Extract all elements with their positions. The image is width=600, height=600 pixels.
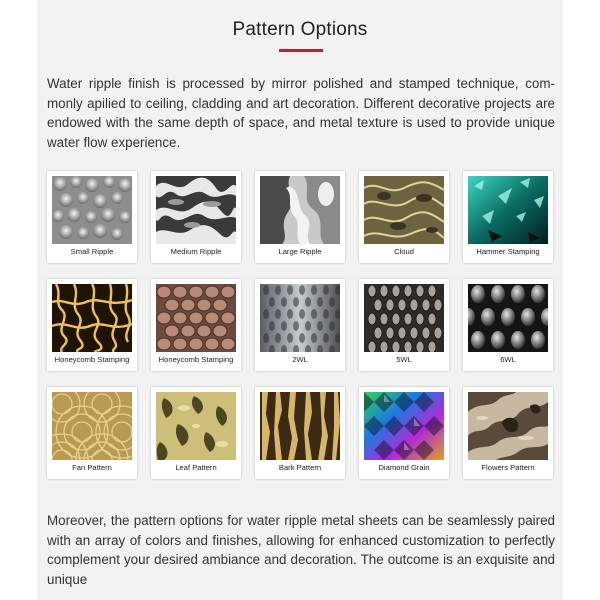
pattern-card-2wl[interactable] <box>255 279 345 371</box>
pattern-card-5wl[interactable] <box>359 279 449 371</box>
pattern-card-hammer-stamping[interactable] <box>463 171 553 263</box>
fan-pattern-swatch <box>52 392 132 460</box>
pattern-card-diamond-grain[interactable] <box>359 387 449 479</box>
bark-pattern-swatch <box>260 392 340 460</box>
cloud-swatch <box>364 176 444 244</box>
pattern-label: Small Ripple <box>70 247 114 256</box>
pattern-label: Honeycomb Stamping <box>54 355 130 364</box>
outro-paragraph: Moreover, the pattern options for water ripple metal sheets can be seamlessly paired with an array of colors and finishes, allowing for enhanced customization to perfectly complement your desired ambiance and decoration. The outcome is an exquisite and unique <box>47 513 555 587</box>
pattern-label: Medium Ripple <box>170 247 222 256</box>
pattern-grid <box>47 171 555 481</box>
title-underline <box>279 49 323 52</box>
diamond-grain-swatch <box>364 392 444 460</box>
pattern-card-flowers-pattern[interactable] <box>463 387 553 479</box>
6wl-swatch <box>468 284 548 352</box>
pattern-label: Cloud <box>394 247 414 256</box>
pattern-card-6wl[interactable] <box>463 279 553 371</box>
pattern-card-small-ripple[interactable] <box>47 171 137 263</box>
pattern-card-leaf-pattern[interactable] <box>151 387 241 479</box>
pattern-label: Hammer Stamping <box>476 247 540 256</box>
pattern-card-fan-pattern[interactable] <box>47 387 137 479</box>
pattern-label: 6WL <box>500 355 516 364</box>
pattern-label: Fan Pattern <box>72 463 112 472</box>
pattern-card-large-ripple[interactable] <box>255 171 345 263</box>
honeycomb-gold-swatch <box>52 284 132 352</box>
page-title: Pattern Options <box>232 19 368 40</box>
pattern-label: 2WL <box>292 355 308 364</box>
2wl-swatch <box>260 284 340 352</box>
honeycomb-rose-swatch <box>156 284 236 352</box>
pattern-card-cloud[interactable] <box>359 171 449 263</box>
small-ripple-swatch <box>52 176 132 244</box>
pattern-card-honeycomb-gold[interactable] <box>47 279 137 371</box>
pattern-card-medium-ripple[interactable] <box>151 171 241 263</box>
flowers-pattern-swatch <box>468 392 548 460</box>
intro-paragraph: Water ripple finish is processed by mirror polished and stamped technique, com-monly apilied to ceiling, cladding and art decoration. Different decorative projects are endowed with the same depth of space, and metal texture is used to provide unique water flow experience. <box>47 76 555 150</box>
pattern-label: Leaf Pattern <box>175 463 217 472</box>
leaf-pattern-swatch <box>156 392 236 460</box>
large-ripple-swatch <box>260 176 340 244</box>
pattern-options-section <box>37 0 563 600</box>
pattern-label: Bark Pattern <box>278 463 322 472</box>
hammer-stamping-swatch <box>468 176 548 244</box>
pattern-label: Diamond Grain <box>378 463 430 472</box>
pattern-label: Flowers Pattern <box>481 463 535 472</box>
medium-ripple-swatch <box>156 176 236 244</box>
pattern-card-honeycomb-rose[interactable] <box>151 279 241 371</box>
pattern-label: Honeycomb Stamping <box>158 355 234 364</box>
5wl-swatch <box>364 284 444 352</box>
pattern-label: Large Ripple <box>278 247 322 256</box>
pattern-label: 5WL <box>396 355 412 364</box>
pattern-card-bark-pattern[interactable] <box>255 387 345 479</box>
